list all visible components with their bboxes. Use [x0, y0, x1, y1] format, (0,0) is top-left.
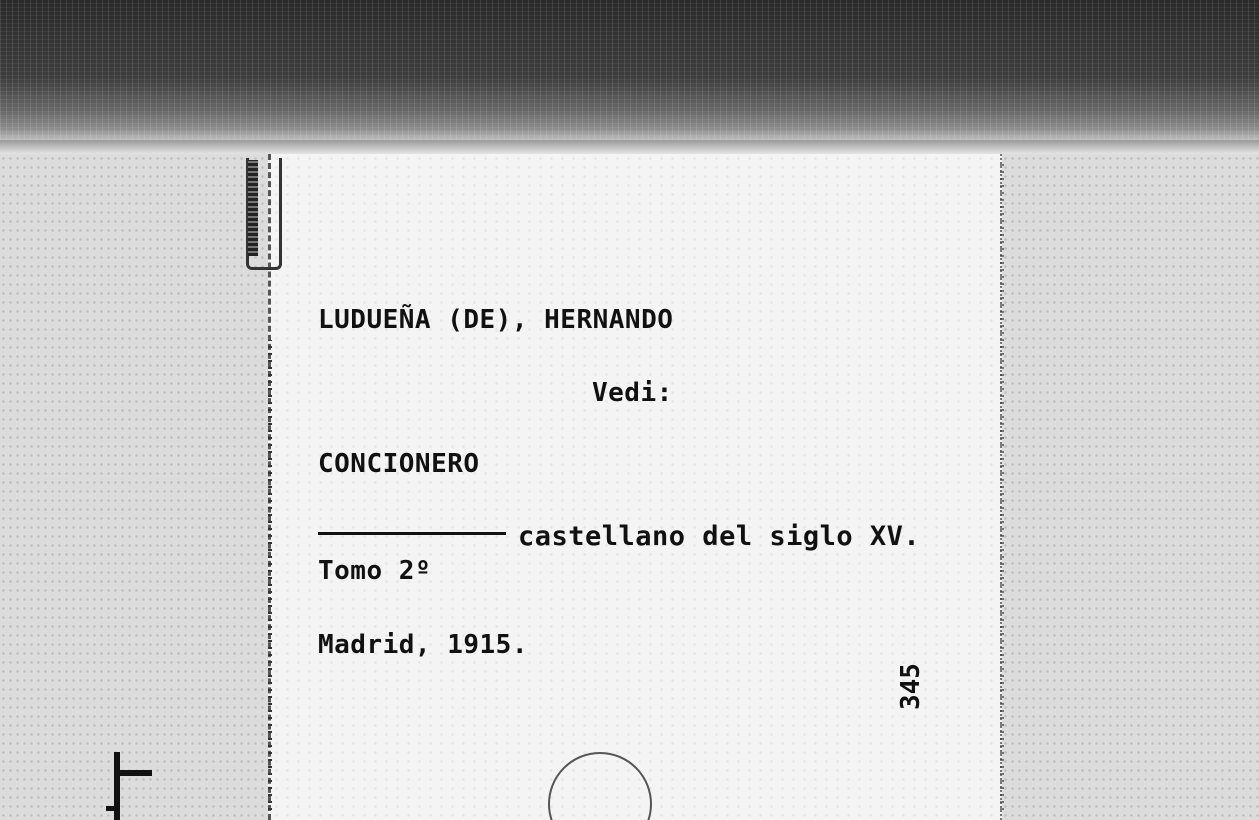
margin-letter-mark-icon: [106, 748, 154, 820]
card-right-edge-ticks: [1000, 160, 1004, 810]
right-background: [1002, 154, 1259, 820]
shelfmark-number: 345: [896, 663, 926, 710]
work-title: CONCIONERO: [318, 449, 480, 479]
author-heading: LUDUEÑA (DE), HERNANDO: [318, 305, 674, 335]
left-background: [0, 154, 268, 820]
imprint-line: Madrid, 1915.: [318, 630, 528, 660]
card-clip-bar: [248, 160, 258, 256]
index-card: [268, 154, 1002, 820]
card-left-edge-ticks: [268, 340, 272, 810]
drawer-edge-shadow: [0, 140, 1259, 154]
drawer-edge-band: [0, 0, 1259, 140]
volume-number: Tomo 2º: [318, 556, 432, 586]
work-subtitle: castellano del siglo XV.: [518, 521, 921, 552]
title-repeat-dash: [318, 532, 506, 535]
see-reference-label: Vedi:: [592, 378, 673, 408]
